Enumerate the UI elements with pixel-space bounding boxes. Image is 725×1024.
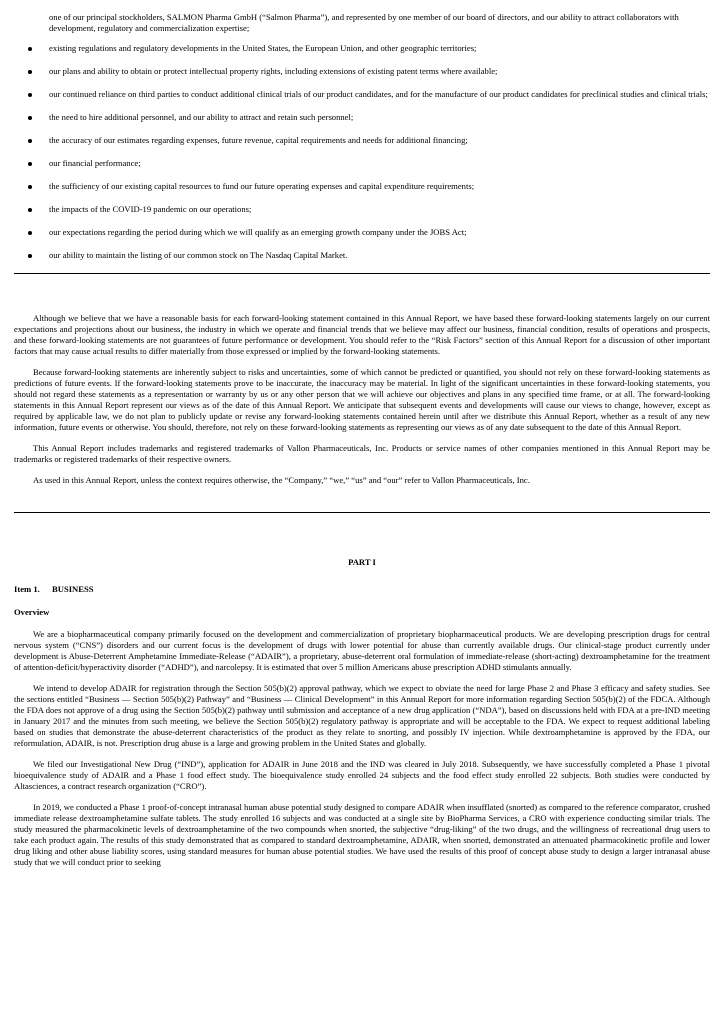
bullet-text: existing regulations and regulatory developments in the United States, the European Union, and other geographic territories; xyxy=(49,43,477,53)
bullet-icon xyxy=(28,162,32,166)
risk-bullet-list xyxy=(14,43,710,261)
bullet-text: our ability to maintain the listing of our common stock on The Nasdaq Capital Market. xyxy=(49,250,348,260)
paragraph: We intend to develop ADAIR for registration through the Section 505(b)(2) approval pathway, which we expect to obviate the need for large Phase 2 and Phase 3 efficacy and safety studies. See the sections entitled “Business — Section 505(b)(2) Pathway” and “Business — Clinical Development” in this Annual Report for more information regarding Section 505(b)(2) of the FDCA. Although the FDA does not approve of a drug using the Section 505(b)(2) pathway until submission and acceptance of a new drug application (“NDA”), based on discussions held with FDA at a pre-IND meeting in January 2017 and the minutes from such meeting, we believe the Section 505(b)(2) regulatory pathway is appropriate and will be acceptable to the FDA. We expect to request additional labeling based on studies that demonstrate the abuse-deterrent characteristics of the product as they relate to snorting, and possibly IV injection. While dextroamphetamine is approved by the FDA, our reformulation, ADAIR, is not. Prescription drug abuse is a large and growing problem in the United States and globally. xyxy=(14,683,710,748)
document-page xyxy=(14,12,710,868)
list-item xyxy=(14,43,710,54)
paragraph: In 2019, we conducted a Phase 1 proof-of-concept intranasal human abuse potential study designed to compare ADAIR when insufflated (snorted) as compared to the reference comparator, crushed immediate release dextroamphetamine sulfate tablets. The study enrolled 16 subjects and was conducted at a single site by BioPharma Services, a CRO with experience conducting similar trials. The study measured the pharmacokinetic levels of dextroamphetamine of the two compounds when snorted, the subjective “drug-liking” of the two drugs, and the willingness of recreational drug users to take each product again. The results of this study demonstrated that as compared to standard dextroamphetamine, ADAIR, when snorted, demonstrated an attenuated pharmacokinetic profile and lower drug liking and other abuse liability scores, using standard measures for human abuse potential studies. We have used the results of this proof of concept abuse study to design a larger intranasal abuse study that we will conduct prior to seeking xyxy=(14,802,710,867)
list-item xyxy=(14,66,710,77)
item-number: Item 1. xyxy=(14,584,40,594)
paragraph: This Annual Report includes trademarks and registered trademarks of Vallon Pharmaceuticals, Inc. Products or service names of other companies mentioned in this Annual Report may be trademarks or registered trademarks of their respective owners. xyxy=(14,443,710,464)
list-item xyxy=(14,227,710,238)
bullet-icon xyxy=(28,185,32,189)
list-item xyxy=(14,204,710,215)
list-item xyxy=(14,181,710,192)
list-item xyxy=(14,135,710,146)
bullet-icon xyxy=(28,116,32,120)
bullet-icon xyxy=(28,70,32,74)
bullet-text: our continued reliance on third parties to conduct additional clinical trials of our product candidates, and for the manufacture of our product candidates for preclinical studies and clinical trials; xyxy=(49,89,708,99)
paragraph: Because forward-looking statements are inherently subject to risks and uncertainties, some of which cannot be predicted or quantified, you should not rely on these forward-looking statements as predictions of future events. If the forward-looking statements prove to be inaccurate, the inaccuracy may be material. In light of the significant uncertainties in these forward-looking statements, you should not regard these statements as a representation or warranty by us or any other person that we will achieve our objectives and plans in any specified time frame, or at all. The forward-looking statements in this Annual Report represent our views as of the date of this Annual Report. We anticipate that subsequent events and developments will cause our views to change, however, except as required by applicable law, we do not plan to publicly update or revise any forward-looking statements contained herein until after we distribute this Annual Report, whether as a result of any new information, future events or otherwise. You should, therefore, not rely on these forward-looking statements as representing our views as of any date subsequent to the date of this Annual Report. xyxy=(14,367,710,432)
list-item xyxy=(14,112,710,123)
paragraph: Although we believe that we have a reasonable basis for each forward-looking statement contained in this Annual Report, we have based these forward-looking statements largely on our current expectations and projections about our business, the industry in which we operate and financial trends that we believe may affect our business, financial condition, results of operations and prospects, and these forward-looking statements are not guarantees of future performance or development. You should refer to the “Risk Factors” section of this Annual Report for a discussion of other important factors that may cause actual results to differ materially from those expressed or implied by the forward-looking statements. xyxy=(14,313,710,356)
bullet-text: our expectations regarding the period during which we will qualify as an emerging growth company under the JOBS Act; xyxy=(49,227,467,237)
bullet-icon xyxy=(28,231,32,235)
bullet-text: the need to hire additional personnel, and our ability to attract and retain such personnel; xyxy=(49,112,354,122)
bullet-text: our plans and ability to obtain or protect intellectual property rights, including extensions of existing patent terms where available; xyxy=(49,66,498,76)
bullet-text: the accuracy of our estimates regarding expenses, future revenue, capital requirements and needs for additional financing; xyxy=(49,135,468,145)
bullet-text: the sufficiency of our existing capital resources to fund our future operating expenses and capital expenditure requirements; xyxy=(49,181,475,191)
list-item xyxy=(14,250,710,261)
item-heading xyxy=(14,584,710,595)
bullet-text: the impacts of the COVID-19 pandemic on our operations; xyxy=(49,204,252,214)
part-title: PART I xyxy=(348,557,376,567)
paragraph: We are a biopharmaceutical company primarily focused on the development and commercialization of proprietary biopharmaceutical products. We are developing prescription drugs for central nervous system (“CNS”) disorders and our current focus is the development of drugs with lower potential for abuse than currently available drugs. Our clinical-stage product currently under development is Abuse-Deterrent Amphetamine Immediate-Release (“ADAIR”), a proprietary, abuse-deterrent oral formulation of immediate-release (short-acting) dextroamphetamine for the treatment of attention-deficit/hyperactivity disorder (“ADHD”), and narcolepsy. It is estimated that over 5 million Americans abuse prescription ADHD stimulants annually. xyxy=(14,629,710,672)
paragraph: As used in this Annual Report, unless the context requires otherwise, the “Company,” “we,” “us” and “our” refer to Vallon Pharmaceuticals, Inc. xyxy=(33,475,530,485)
item-title: BUSINESS xyxy=(52,584,94,594)
continued-bullet-text: one of our principal stockholders, SALMON Pharma GmbH (“Salmon Pharma”), and represented by one member of our board of directors, and our ability to attract collaborators with development, regulatory and commercialization expertise; xyxy=(49,12,679,33)
bullet-icon xyxy=(28,47,32,51)
bullet-icon xyxy=(28,208,32,212)
bullet-text: our financial performance; xyxy=(49,158,141,168)
bullet-icon xyxy=(28,139,32,143)
bullet-icon xyxy=(28,254,32,258)
section-heading: Overview xyxy=(14,607,50,617)
bullet-icon xyxy=(28,93,32,97)
paragraph: We filed our Investigational New Drug (“IND”), application for ADAIR in June 2018 and the IND was cleared in July 2018. Subsequently, we have successfully completed a Phase 1 pivotal bioequivalence study of ADAIR and a Phase 1 food effect study. The bioequivalence study enrolled 24 subjects and the food effect study enrolled 22 subjects. Both studies were conducted by Altasciences, a contract research organization (“CRO”). xyxy=(14,759,710,791)
list-item xyxy=(14,158,710,169)
list-item xyxy=(14,89,710,100)
